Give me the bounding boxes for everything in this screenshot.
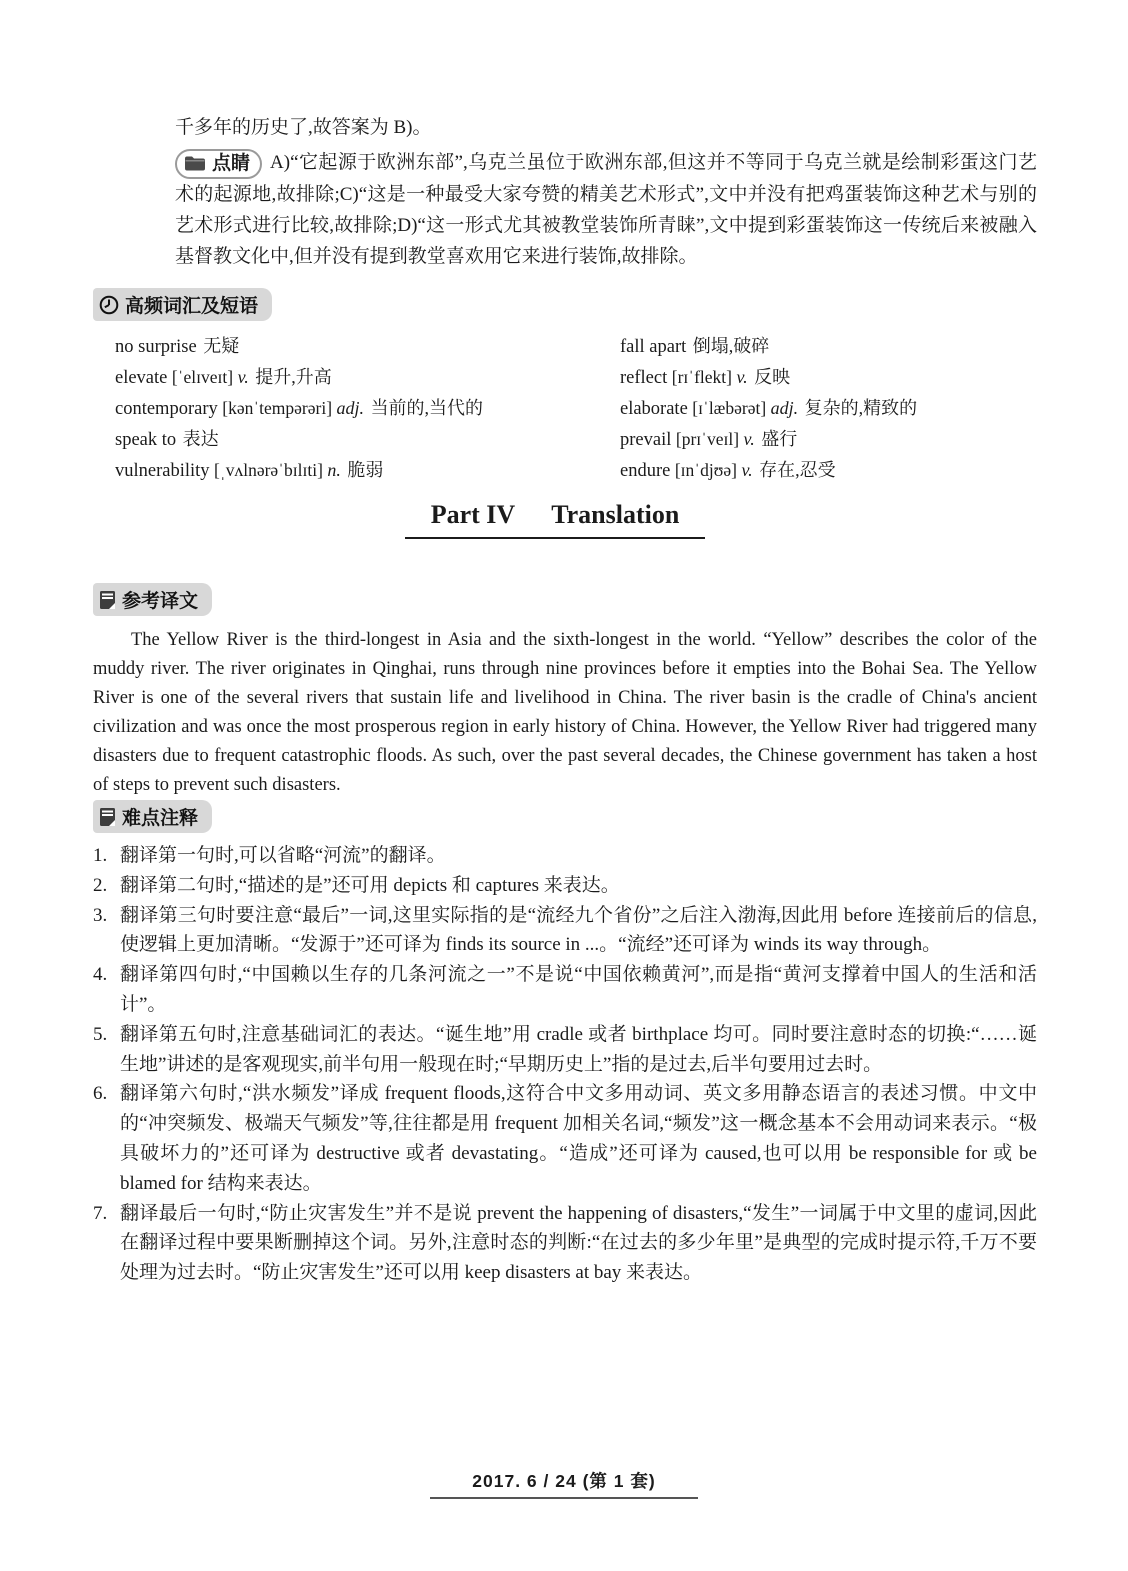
note-text: 翻译第三句时要注意“最后”一词,这里实际指的是“流经九个省份”之后注入渤海,因此用 before 连接前后的信息,使逻辑上更加清晰。“发源于”还可译为 finds its source in ...。“流经”还可译为 winds its way through。 xyxy=(120,904,1037,956)
vocab-meaning: 无疑 xyxy=(203,336,240,356)
dianjing-paragraph xyxy=(175,147,1037,272)
note-item xyxy=(93,1079,1037,1198)
vocab-entry xyxy=(115,362,620,393)
note-item xyxy=(93,871,1037,901)
vocab-meaning: 提升,升高 xyxy=(255,367,332,387)
note-text: 翻译第四句时,“中国赖以生存的几条河流之一”不是说“中国依赖黄河”,而是指“黄河支撑着中国人的生活和活计”。 xyxy=(120,964,1037,1015)
vocab-meaning: 倒塌,破碎 xyxy=(692,336,770,356)
notes-section-header xyxy=(93,800,212,833)
vocab-phonetic: [rɪˈflekt] xyxy=(671,367,732,387)
answer-explanation-block xyxy=(175,112,1037,272)
vocab-pos: v. xyxy=(743,429,755,449)
vocab-phonetic: [ˌvʌlnərəˈbɪlɪti] xyxy=(214,460,323,480)
answer-conclusion-text: 千多年的历史了,故答案为 B)。 xyxy=(175,117,432,138)
vocab-entry xyxy=(115,455,620,486)
vocab-column-right xyxy=(620,331,1040,486)
notes-list xyxy=(93,841,1037,1288)
vocab-grid xyxy=(93,331,1040,486)
note-number: 5. xyxy=(93,1023,108,1045)
translation-paragraph: The Yellow River is the third-longest in Asia and the sixth-longest in the world. “Yellow” describes the color of the muddy river. The river originates in Qinghai, runs through nine provinces before it empties into the Bohai Sea. The Yellow River is one of the several rivers that sustain life and livelihood in China. The river basin is the cradle of China's ancient civilization and was once the most prosperous region in early history of China. However, the Yellow River had triggered many disasters due to frequent catastrophic floods. As such, over the past several decades, the Chinese government has taken a host of steps to prevent such disasters. xyxy=(93,630,1037,795)
vocab-phonetic: [ˈelɪveɪt] xyxy=(171,367,234,387)
vocab-word: prevail xyxy=(620,430,672,450)
vocab-phonetic: [kənˈtempərəri] xyxy=(222,398,333,418)
vocab-phonetic: [ɪˈlæbərət] xyxy=(692,398,767,418)
vocab-entry xyxy=(115,331,620,362)
vocab-entry xyxy=(115,393,620,424)
note-number: 1. xyxy=(93,845,108,866)
vocab-entry xyxy=(620,393,1040,424)
note-item xyxy=(93,960,1037,1020)
vocab-meaning: 反映 xyxy=(754,367,791,387)
vocab-entry xyxy=(115,424,620,455)
dianjing-text: A)“它起源于欧洲东部”,乌克兰虽位于欧洲东部,但这并不等同于乌克兰就是绘制彩蛋这门艺术的起源地,故排除;C)“这是一种最受大家夸赞的精美艺术形式”,文中并没有把鸡蛋装饰这种艺术与别的艺术形式进行比较,故排除;D)“这一形式尤其被教堂装饰所青睐”,文中提到彩蛋装饰这一传统后来被融入基督教文化中,但并没有提到教堂喜欢用它来进行装饰,故排除。 xyxy=(175,152,1037,267)
notebook-icon xyxy=(99,807,116,827)
vocab-meaning: 盛行 xyxy=(761,429,798,449)
notes-section xyxy=(93,800,1037,1288)
vocab-word: vulnerability xyxy=(115,461,210,481)
note-number: 3. xyxy=(93,904,108,926)
vocab-entry xyxy=(620,362,1040,393)
vocab-section-title: 高频词汇及短语 xyxy=(125,296,259,317)
page-footer xyxy=(0,1468,1128,1499)
notes-section-title: 难点注释 xyxy=(122,808,199,829)
note-item xyxy=(93,841,1037,871)
note-text: 翻译第五句时,注意基础词汇的表达。“诞生地”用 cradle 或者 birthplace 均可。同时要注意时态的切换:“……诞生地”讲述的是客观现实,前半句用一般现在时;“早期历史上”指的是过去,后半句要用过去时。 xyxy=(120,1023,1037,1075)
vocab-word: fall apart xyxy=(620,337,687,357)
note-number: 2. xyxy=(93,874,108,896)
part-title: Translation xyxy=(551,500,680,529)
dianjing-badge-label: 点睛 xyxy=(212,152,251,174)
vocab-pos: n. xyxy=(327,460,341,480)
note-number: 4. xyxy=(93,964,108,986)
vocab-meaning: 当前的,当代的 xyxy=(370,398,484,418)
translation-section xyxy=(93,583,1037,800)
vocab-column-left xyxy=(115,331,620,486)
vocab-pos: adj. xyxy=(336,398,365,418)
vocab-section-header xyxy=(93,288,272,321)
part-label: Part IV xyxy=(430,500,516,529)
note-text: 翻译第一句时,可以省略“河流”的翻译。 xyxy=(120,845,446,866)
folder-icon xyxy=(184,155,206,172)
clock-icon xyxy=(99,295,119,315)
vocab-word: endure xyxy=(620,461,671,481)
vocab-meaning: 表达 xyxy=(182,429,219,449)
vocab-word: reflect xyxy=(620,368,668,388)
vocab-word: elaborate xyxy=(620,399,688,419)
vocab-word: speak to xyxy=(115,430,177,450)
note-number: 6. xyxy=(93,1083,108,1105)
vocab-pos: v. xyxy=(237,367,249,387)
vocab-word: contemporary xyxy=(115,399,218,419)
translation-section-header xyxy=(93,583,212,616)
note-text: 翻译第二句时,“描述的是”还可用 depicts 和 captures 来表达。 xyxy=(120,874,620,896)
dianjing-badge xyxy=(175,149,262,179)
vocab-pos: v. xyxy=(736,367,748,387)
vocab-entry xyxy=(620,424,1040,455)
translation-section-title: 参考译文 xyxy=(122,591,199,612)
note-text: 翻译最后一句时,“防止灾害发生”并不是说 prevent the happening of disasters,“发生”一词属于中文里的虚词,因此在翻译过程中要果断删掉这个词。另外,注意时态的判断:“在过去的多少年里”是典型的完成时提示符,千万不要处理为过去时。“防止灾害发生”还可以用 keep disasters at bay 来表达。 xyxy=(120,1202,1037,1284)
notebook-icon xyxy=(99,590,116,610)
vocab-entry xyxy=(620,455,1040,486)
vocab-meaning: 存在,忍受 xyxy=(759,460,836,480)
part-heading-underline xyxy=(405,500,706,539)
vocab-pos: v. xyxy=(741,460,753,480)
vocab-meaning: 复杂的,精致的 xyxy=(804,398,918,418)
vocab-phonetic: [prɪˈveɪl] xyxy=(675,429,740,449)
note-item xyxy=(93,1020,1037,1080)
vocab-entry xyxy=(620,331,1040,362)
note-item xyxy=(93,901,1037,961)
vocab-pos: adj. xyxy=(770,398,799,418)
footer-page-number: 2017. 6 / 24 (第 1 套) xyxy=(430,1468,697,1499)
note-item xyxy=(93,1199,1037,1288)
note-number: 7. xyxy=(93,1202,108,1224)
vocab-word: no surprise xyxy=(115,337,197,357)
vocab-section xyxy=(93,288,1040,486)
vocab-word: elevate xyxy=(115,368,168,388)
vocab-phonetic: [ɪnˈdjʊə] xyxy=(674,460,737,480)
note-text: 翻译第六句时,“洪水频发”译成 frequent floods,这符合中文多用动词、英文多用静态语言的表述习惯。中文中的“冲突频发、极端天气频发”等,往往都是用 frequent 加相关名词,“频发”这一概念基本不会用动词来表示。“极具破坏力的”还可译为 destructive 或者 devastating。“造成”还可译为 caused,也可以用 be responsible for 或 be blamed for 结构来表达。 xyxy=(120,1083,1037,1194)
part-heading xyxy=(0,500,1110,539)
vocab-meaning: 脆弱 xyxy=(347,460,384,480)
